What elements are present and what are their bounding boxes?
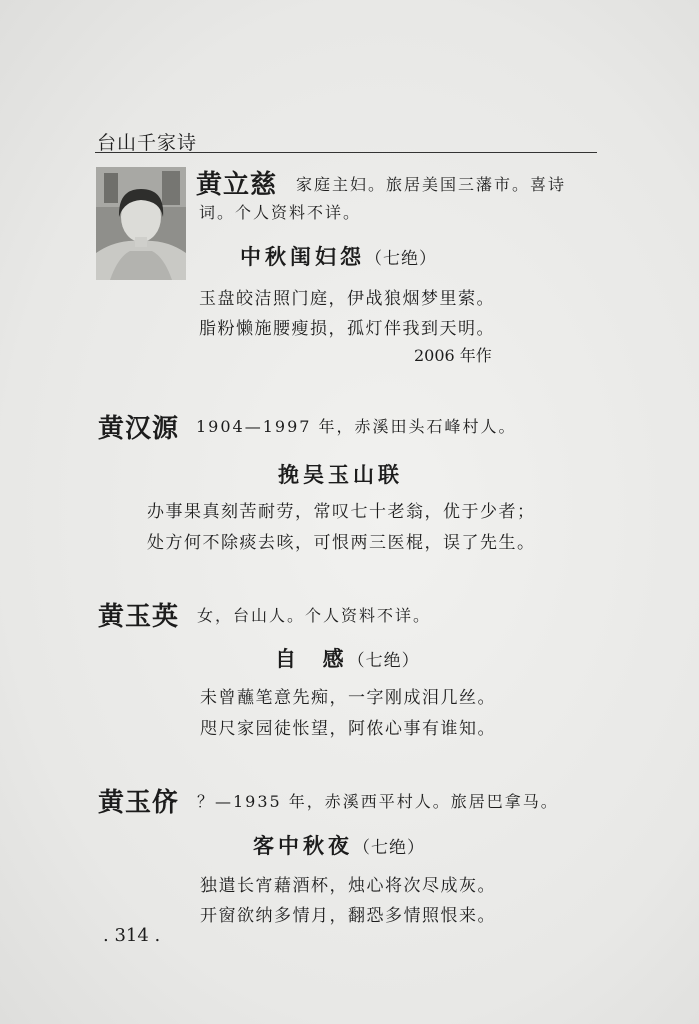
- author-bio: 1904—1997 年，赤溪田头石峰村人。: [196, 417, 517, 436]
- poem-form: （七绝）: [353, 838, 425, 858]
- poem-title: [253, 830, 425, 860]
- poem-line-1: 办事果真刻苦耐劳，常叹七十老翁，优于少者；: [147, 502, 536, 522]
- poem-title: 挽吴玉山联: [278, 463, 403, 487]
- author-name: 黄汉源: [98, 414, 180, 444]
- poem-form: （七绝）: [365, 249, 437, 269]
- poem-line-1: 未曾蘸笔意先痴，一字刚成泪几丝。: [200, 688, 496, 708]
- poem-form: （七绝）: [347, 651, 420, 671]
- running-head: 台山千家诗: [97, 132, 198, 154]
- poem-title-text: 中秋闺妇怨: [240, 245, 365, 269]
- author-name: 黄玉英: [98, 602, 180, 632]
- poem-date: 2006 年作: [414, 346, 492, 365]
- poem-line-1: 玉盘皎洁照门庭，伊战狼烟梦里萦。: [199, 289, 495, 309]
- poem-title-text: 自 感: [275, 647, 348, 671]
- poem-line-1: 独遣长宵藉酒杯，烛心将次尽成灰。: [200, 876, 496, 896]
- author-portrait-photo: [96, 167, 186, 280]
- poem-line-2: 咫尺家园徒怅望，阿侬心事有谁知。: [200, 719, 496, 739]
- header-rule: [95, 152, 597, 153]
- poem-title-text: 客中秋夜: [253, 834, 353, 858]
- page-number: . 314 .: [103, 925, 161, 946]
- author-name: 黄玉侪: [98, 788, 180, 818]
- poem-title: [275, 643, 420, 673]
- poem-title: [240, 241, 437, 271]
- author-name: 黄立慈: [196, 170, 278, 200]
- poem-line-2: 处方何不除痰去咳，可恨两三医棍，误了先生。: [147, 533, 536, 553]
- poem-line-2: 开窗欲纳多情月，翻恐多情照恨来。: [200, 906, 496, 926]
- author-bio-line-2: 词。个人资料不详。: [199, 203, 362, 222]
- poem-line-2: 脂粉懒施腰瘦损，孤灯伴我到天明。: [199, 319, 495, 339]
- author-bio: ？—1935 年，赤溪西平村人。旅居巴拿马。: [197, 792, 559, 811]
- author-bio: 女，台山人。个人资料不详。: [197, 606, 432, 625]
- author-bio-line-1: 家庭主妇。旅居美国三藩市。喜诗: [296, 175, 567, 194]
